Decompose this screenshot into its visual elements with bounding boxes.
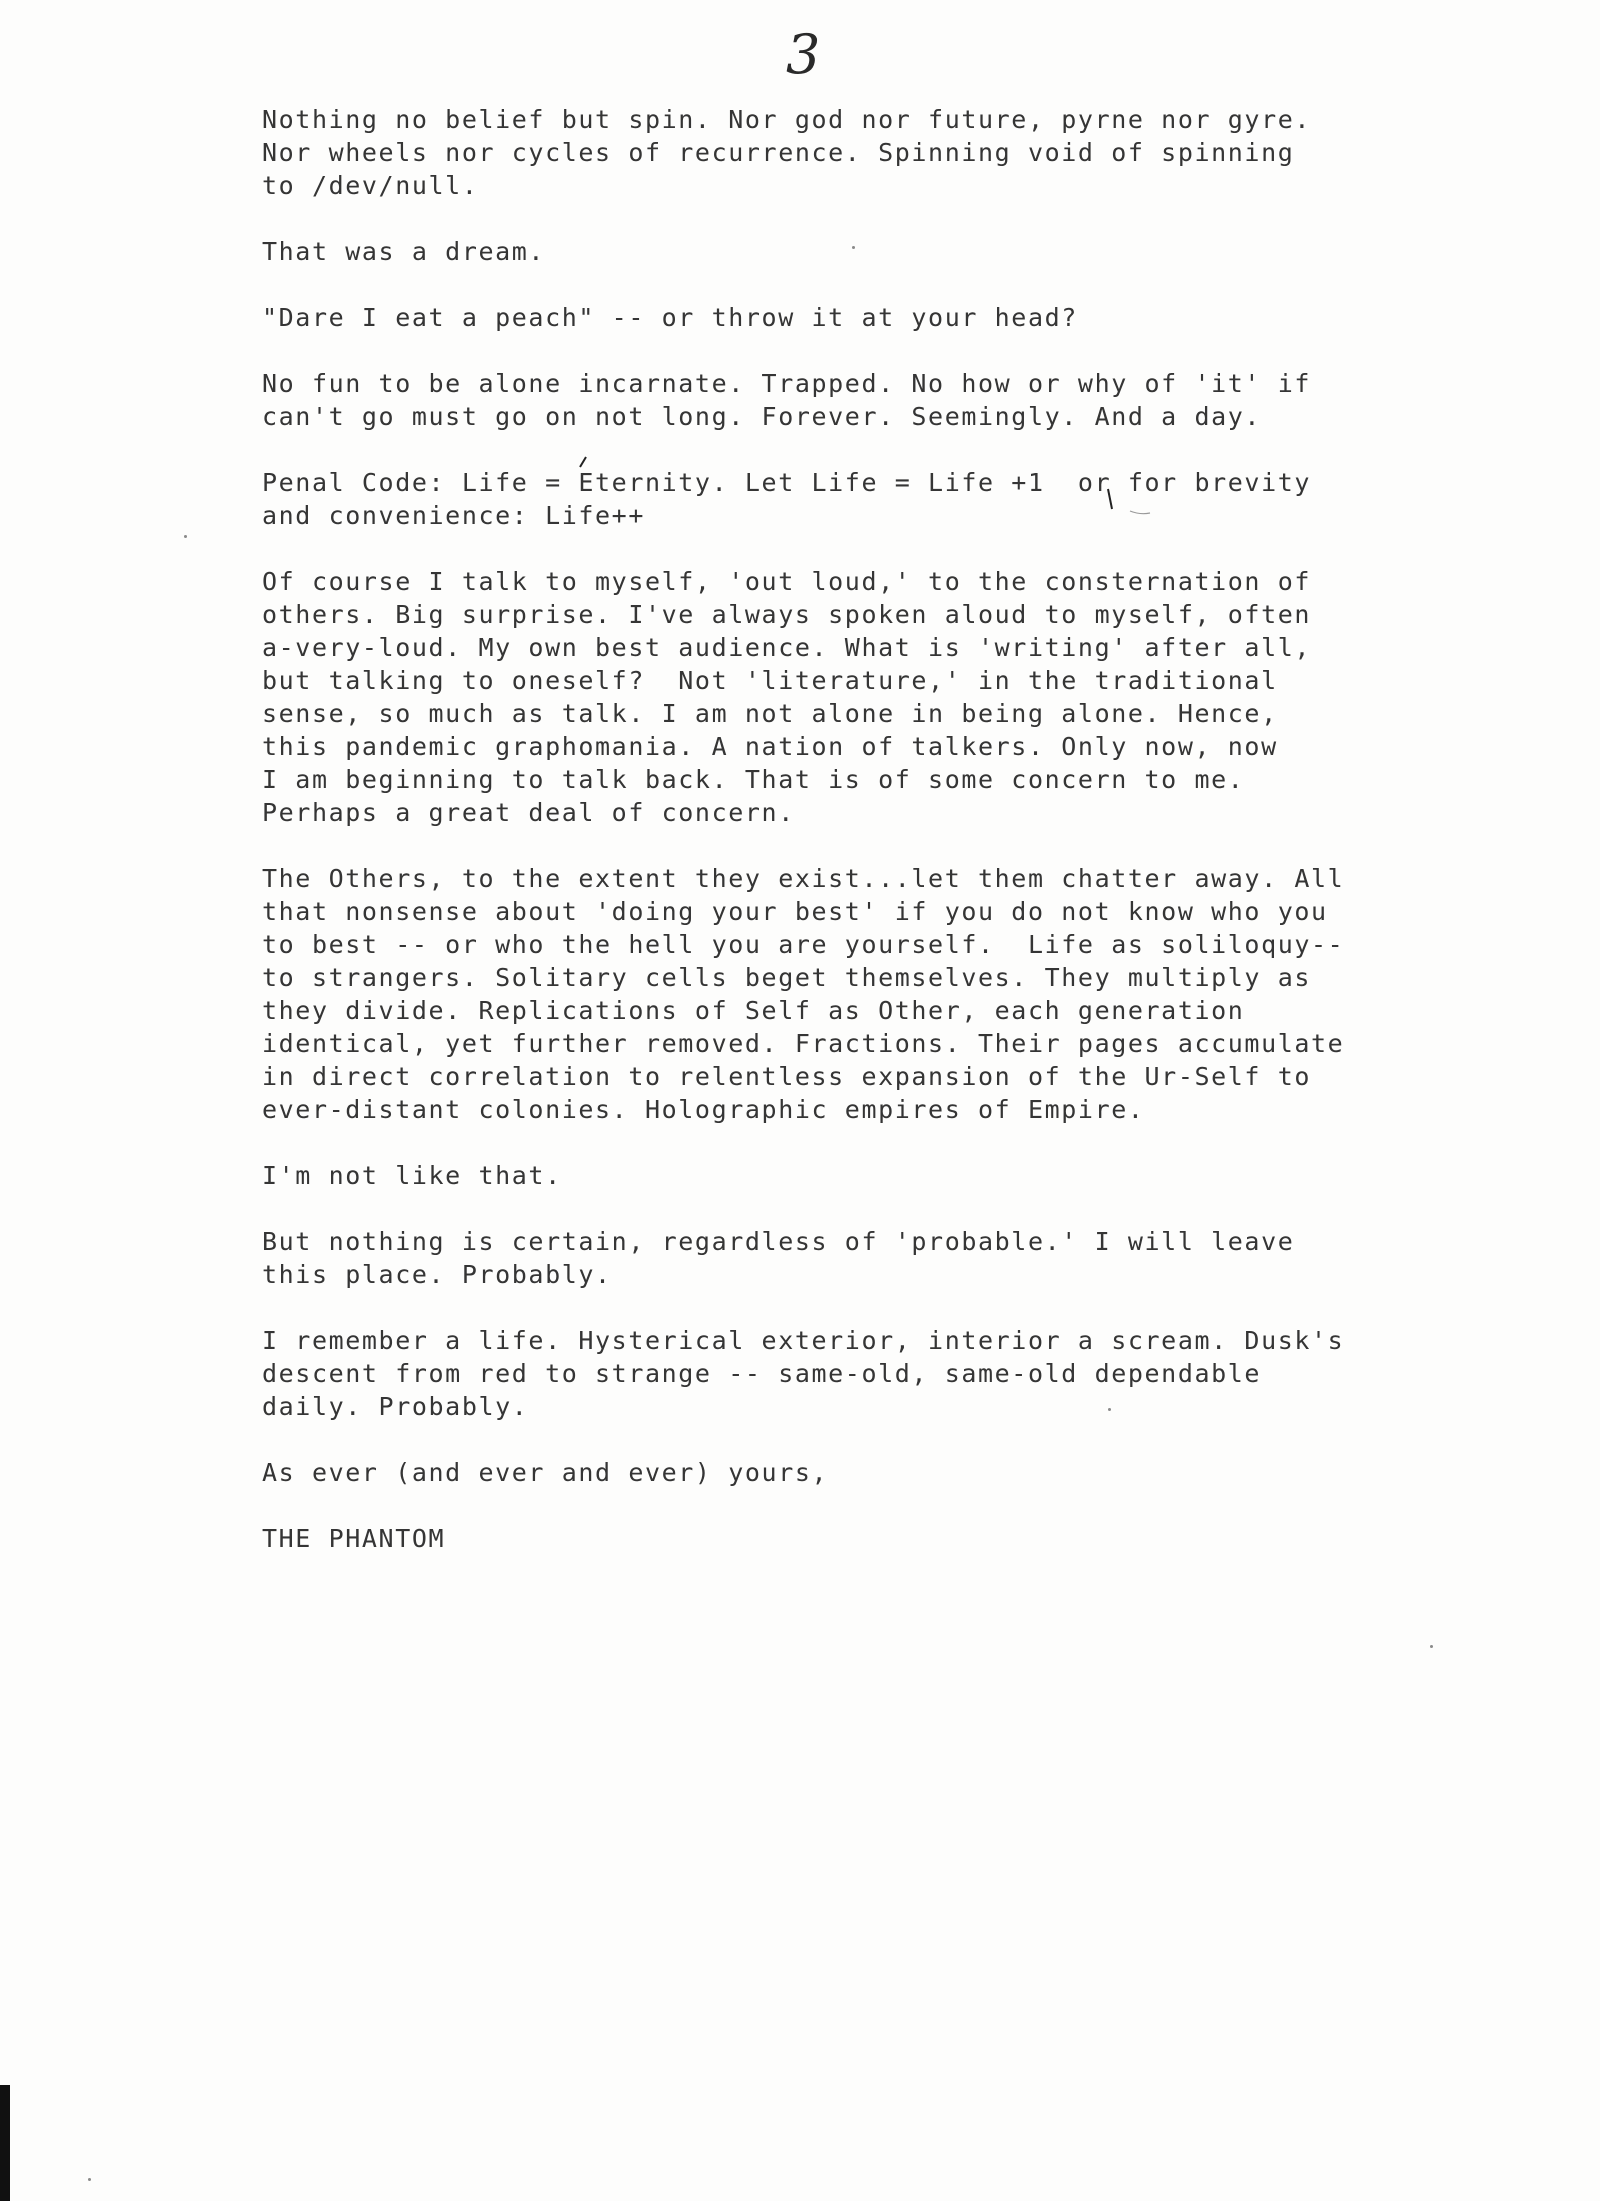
closing-line: As ever (and ever and ever) yours, — [262, 1458, 829, 1487]
paper-speck — [1430, 1645, 1433, 1648]
paragraph-dream: That was a dream. — [262, 237, 546, 266]
paragraph-spin: Nothing no belief but spin. Nor god nor future, pyrne nor gyre. Nor wheels nor cycles of recurrence. Spinning void of spinning to /dev/null. — [262, 105, 1312, 200]
page-number: 3 — [786, 23, 821, 86]
paragraph-others: The Others, to the extent they exist...let them chatter away. All that nonsense about 'doing your best' if you do not know who you to best -- or who the hell you are yourself. Life as soliloquy-- to strangers. Solitary cells beget themselves. They multiply as they divide. Replications of Self as Other, each generation identical, yet further removed. Fractions. Their pages accumulate in direct correlation to relentless expansion of the Ur-Self to ever-distant colonies. Holographic empires of Empire. — [262, 864, 1345, 1124]
letter-body — [262, 103, 1502, 1555]
paragraph-remember: I remember a life. Hysterical exterior, interior a scream. Dusk's descent from red to strange -- same-old, same-old dependable daily. Probably. — [262, 1326, 1345, 1421]
paper-speck — [852, 246, 855, 249]
paragraph-alone: No fun to be alone incarnate. Trapped. No how or why of 'it' if can't go must go on not long. Forever. Seemingly. And a day. — [262, 369, 1312, 431]
paragraph-talk: Of course I talk to myself, 'out loud,' to the consternation of others. Big surprise. I've always spoken aloud to myself, often a-very-loud. My own best audience. What is 'writing' after all, but talking to oneself? Not 'literature,' in the traditional sense, so much as talk. I am not alone in being alone. Hence, this pandemic graphomania. A nation of talkers. Only now, now I am beginning to talk back. That is of some concern to me. Perhaps a great deal of concern. — [262, 567, 1312, 827]
paragraph-penal-code: Penal Code: Life = Eternity. Let Life = Life +1 or for brevity and convenience: Life++ — [262, 468, 1312, 530]
signature: THE PHANTOM — [262, 1524, 446, 1553]
paragraph-peach: "Dare I eat a peach" -- or throw it at your head? — [262, 303, 1078, 332]
paper-speck — [184, 535, 187, 538]
paper-speck — [1108, 1408, 1111, 1411]
paragraph-not-like: I'm not like that. — [262, 1161, 562, 1190]
paper-speck — [88, 2178, 91, 2181]
paragraph-nothing-certain: But nothing is certain, regardless of 'probable.' I will leave this place. Probably. — [262, 1227, 1295, 1289]
scan-edge-shadow — [0, 2085, 10, 2201]
pen-annotation-marks — [560, 455, 1160, 535]
